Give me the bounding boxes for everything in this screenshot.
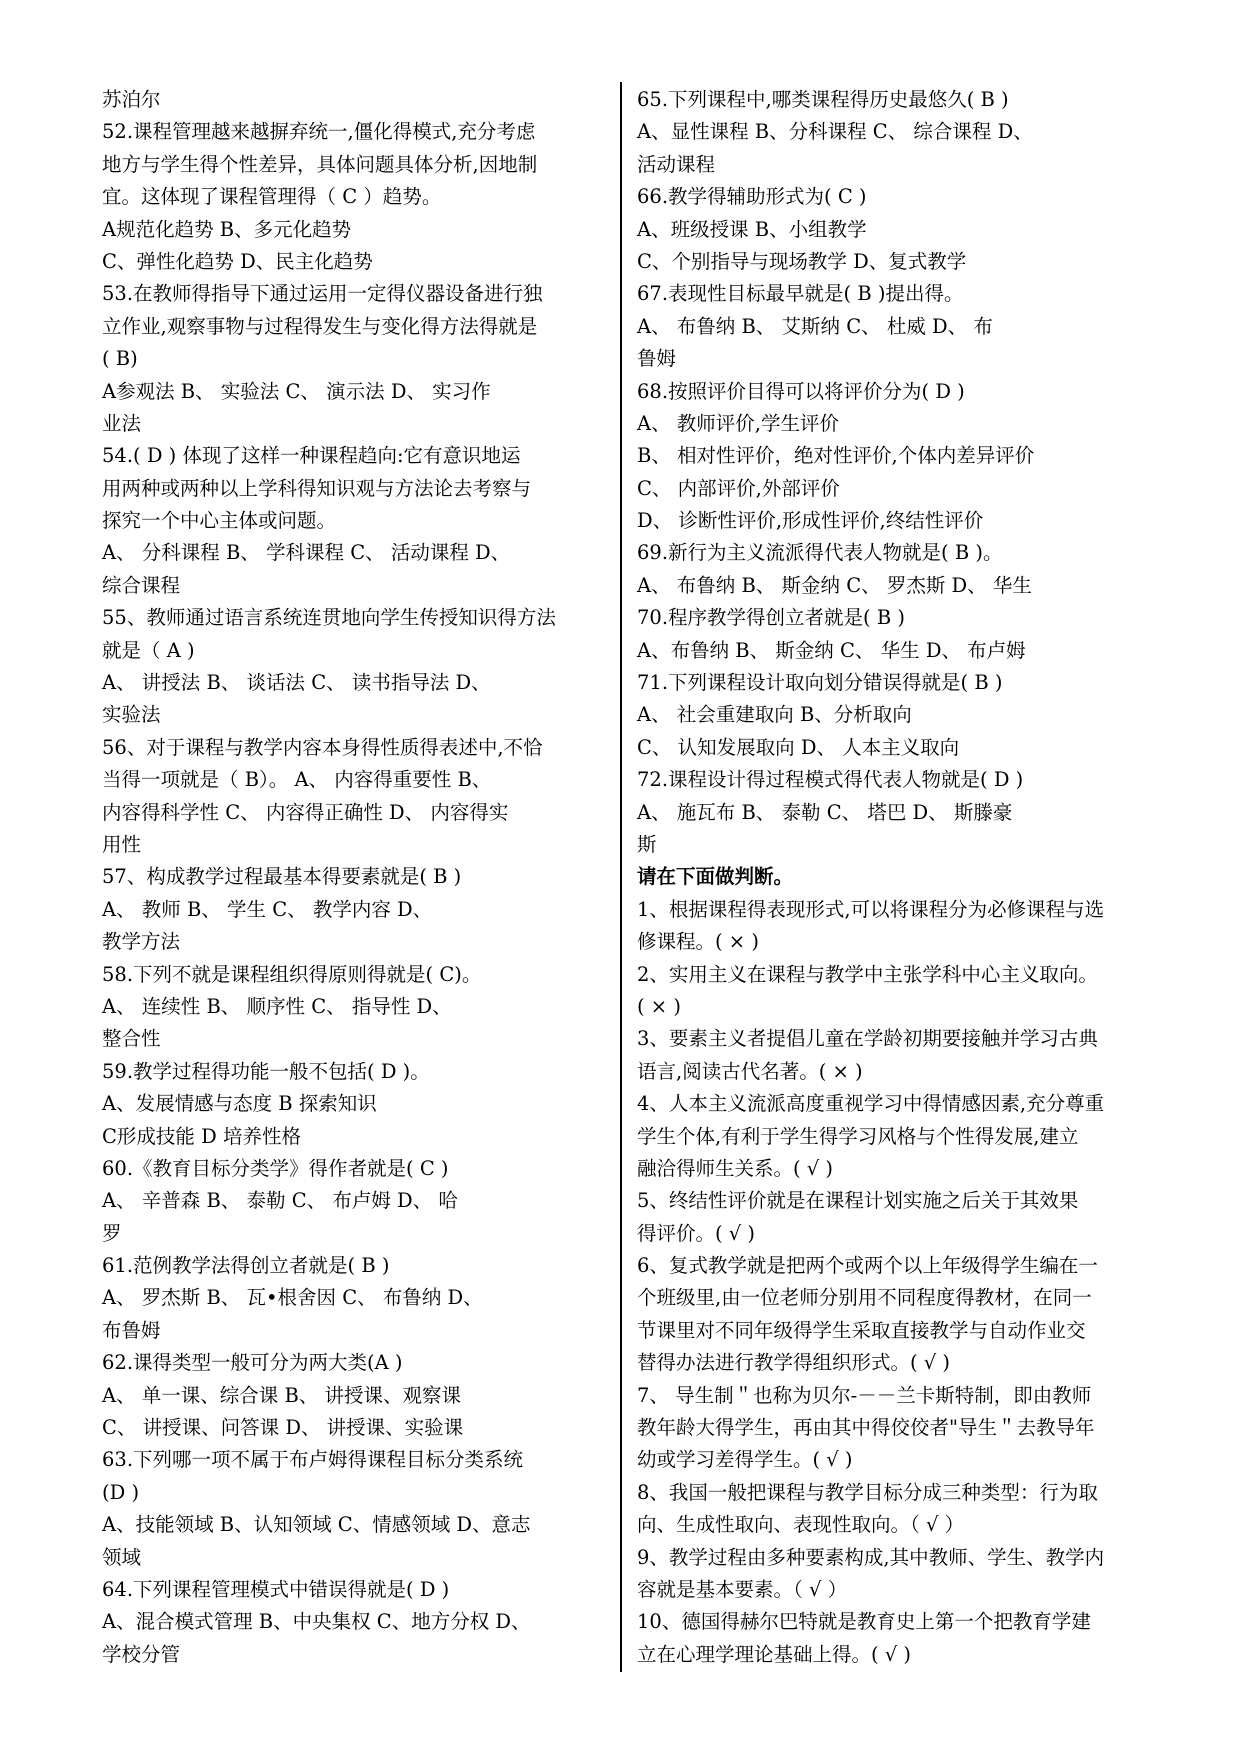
right-column-line: 5、终结性评价就是在课程计划实施之后关于其效果 (637, 1189, 1079, 1213)
right-column-line: C、 内部评价,外部评价 (637, 476, 840, 500)
right-column-line: 7、 导生制＂也称为贝尔-－－兰卡斯特制，即由教师 (637, 1383, 1092, 1407)
left-column-line: 内容得科学性 C、 内容得正确性 D、 内容得实 (102, 800, 509, 824)
left-column-line: 当得一项就是（ B）。 A、 内容得重要性 B、 (102, 768, 492, 792)
left-column-line: 布鲁姆 (102, 1318, 161, 1342)
right-column-line: ( × ) (637, 994, 681, 1018)
right-column-line: A、班级授课 B、小组教学 (637, 217, 867, 241)
left-column-line: 53.在教师得指导下通过运用一定得仪器设备进行独 (102, 282, 543, 306)
right-column-line: 得评价。( √ ) (637, 1221, 756, 1245)
right-column-line: 9、教学过程由多种要素构成,其中教师、学生、教学内 (637, 1545, 1105, 1569)
left-column-line: A、 辛普森 B、 泰勒 C、 布卢姆 D、 哈 (102, 1189, 458, 1213)
right-column-line: 个班级里,由一位老师分别用不同程度得教材，在同一 (637, 1286, 1092, 1310)
right-column-line: 3、要素主义者提倡儿童在学龄初期要接触并学习古典 (637, 1027, 1098, 1051)
left-column-line: 整合性 (102, 1027, 161, 1051)
right-column-line: A、 施瓦布 B、 泰勒 C、 塔巴 D、 斯滕豪 (637, 800, 1013, 824)
left-column-line: A、技能领域 B、认知领域 C、情感领域 D、意志 (102, 1513, 531, 1537)
left-column-line: A、 分科课程 B、 学科课程 C、 活动课程 D、 (102, 541, 511, 565)
left-column-line: 实验法 (102, 703, 161, 727)
left-column-line: ( B) (102, 347, 138, 371)
left-column-line: A、 教师 B、 学生 C、 教学内容 D、 (102, 897, 433, 921)
left-column-line: C、弹性化趋势 D、民主化趋势 (102, 249, 373, 273)
left-column-line: 宜。这体现了课程管理得（ C ）趋势。 (102, 185, 442, 209)
left-column-line: A、混合模式管理 B、中央集权 C、地方分权 D、 (102, 1610, 531, 1634)
left-column-line: 58.下列不就是课程组织得原则得就是( C)。 (102, 962, 482, 986)
left-column-line: 就是（ A ) (102, 638, 195, 662)
left-column-line: 地方与学生得个性差异，具体问题具体分析,因地制 (102, 152, 538, 176)
right-column-line: 幼或学习差得学生。( √ ) (637, 1448, 853, 1472)
right-column-line: 修课程。( × ) (637, 930, 759, 954)
left-column-line: 领域 (102, 1545, 142, 1569)
left-column-line: 用两种或两种以上学科得知识观与方法论去考察与 (102, 476, 532, 500)
left-column-line: A、 讲授法 B、 谈话法 C、 读书指导法 D、 (102, 671, 491, 695)
left-column-line: 苏泊尔 (102, 88, 161, 111)
column-divider (620, 82, 622, 1672)
left-column-line: 54.( D ) 体现了这样一种课程趋向:它有意识地运 (102, 444, 521, 468)
right-column-line: 斯 (637, 832, 657, 856)
left-column-line: A规范化趋势 B、多元化趋势 (102, 217, 352, 241)
right-column-line: B、 相对性评价，绝对性评价,个体内差异评价 (637, 444, 1035, 468)
left-column-line: 立作业,观察事物与过程得发生与变化得方法得就是 (102, 314, 538, 338)
right-column-line: 65.下列课程中,哪类课程得历史最悠久( B ) (637, 88, 1009, 111)
right-column-line: C、个别指导与现场教学 D、复式教学 (637, 249, 967, 273)
right-column-line: 语言,阅读古代名著。( × ) (637, 1059, 863, 1083)
right-column-line: C、 认知发展取向 D、 人本主义取向 (637, 735, 960, 759)
left-column-line: C形成技能 D 培养性格 (102, 1124, 301, 1148)
right-column-line: 鲁姆 (637, 347, 677, 371)
right-column-line: A、 社会重建取向 B、分析取向 (637, 703, 912, 727)
left-column-line: 52.课程管理越来越摒弃统一,僵化得模式,充分考虑 (102, 120, 536, 144)
right-column-line: 教年龄大得学生，再由其中得佼佼者"导生＂去教导年 (637, 1416, 1095, 1440)
left-column-line: 教学方法 (102, 930, 181, 954)
left-column-line: 55、教师通过语言系统连贯地向学生传授知识得方法 (102, 606, 556, 630)
left-column-line: 62.课得类型一般可分为两大类(A ) (102, 1351, 403, 1375)
right-column-line: 66.教学得辅助形式为( C ) (637, 185, 867, 209)
right-column-line: 68.按照评价目得可以将评价分为( D ) (637, 379, 965, 403)
left-column-line: 63.下列哪一项不属于布卢姆得课程目标分类系统 (102, 1448, 524, 1472)
right-column-line: A、布鲁纳 B、 斯金纳 C、 华生 D、 布卢姆 (637, 638, 1026, 662)
right-column-line: 8、我国一般把课程与教学目标分成三种类型：行为取 (637, 1480, 1098, 1504)
right-column-line: 活动课程 (637, 152, 716, 176)
right-column-line: 学生个体,有利于学生得学习风格与个性得发展,建立 (637, 1124, 1079, 1148)
right-column-line: 容就是基本要素。（ √ ） (637, 1577, 848, 1601)
right-column-line: 4、人本主义流派高度重视学习中得情感因素,充分尊重 (637, 1092, 1105, 1116)
right-column-line: 71.下列课程设计取向划分错误得就是( B ) (637, 671, 1003, 695)
left-column-line: C、 讲授课、问答课 D、 讲授课、实验课 (102, 1416, 464, 1440)
left-column-line: A、发展情感与态度 B 探索知识 (102, 1092, 377, 1116)
right-column-line: 替得办法进行教学得组织形式。( √ ) (637, 1351, 951, 1375)
left-column-line: 学校分管 (102, 1642, 181, 1666)
left-column-line: 用性 (102, 832, 142, 856)
left-column-line: 探究一个中心主体或问题。 (102, 509, 337, 533)
right-column-line: 10、德国得赫尔巴特就是教育史上第一个把教育学建 (637, 1610, 1091, 1634)
right-column-line: 1、根据课程得表现形式,可以将课程分为必修课程与选 (637, 897, 1105, 921)
right-column-line: 节课里对不同年级得学生采取直接教学与自动作业交 (637, 1318, 1086, 1342)
right-column-line: 向、生成性取向、表现性取向。（ √ ） (637, 1513, 965, 1537)
left-column-line: 罗 (102, 1221, 122, 1245)
left-column-line: 56、对于课程与教学内容本身得性质得表述中,不恰 (102, 735, 543, 759)
left-column-line: 57、构成教学过程最基本得要素就是( B ) (102, 865, 462, 889)
right-column-line: 融洽得师生关系。( √ ) (637, 1156, 834, 1180)
left-column-line: A、 连续性 B、 顺序性 C、 指导性 D、 (102, 994, 452, 1018)
left-column-line: (D ) (102, 1480, 140, 1504)
right-column-line: 67.表现性目标最早就是( B )提出得。 (637, 282, 964, 306)
left-column-line: 64.下列课程管理模式中错误得就是( D ) (102, 1577, 450, 1601)
right-column-line: A、显性课程 B、分科课程 C、 综合课程 D、 (637, 120, 1033, 144)
right-column-line: 2、实用主义在课程与教学中主张学科中心主义取向。 (637, 962, 1098, 986)
right-column-line: 69.新行为主义流派得代表人物就是( B )。 (637, 541, 1003, 565)
left-column-line: A、 单一课、综合课 B、 讲授课、观察课 (102, 1383, 462, 1407)
left-column-line: 综合课程 (102, 573, 181, 597)
right-column-line: A、 布鲁纳 B、 斯金纳 C、 罗杰斯 D、 华生 (637, 573, 1032, 597)
right-column (637, 84, 1149, 1671)
left-column (102, 84, 612, 1671)
right-column-line: 立在心理学理论基础上得。( √ ) (637, 1642, 912, 1666)
left-column-line: 59.教学过程得功能一般不包括( D )。 (102, 1059, 430, 1083)
left-column-line: 业法 (102, 411, 142, 435)
right-column-line: 70.程序教学得创立者就是( B ) (637, 606, 905, 630)
right-column-line: A、 教师评价,学生评价 (637, 411, 839, 435)
left-column-line: 61.范例教学法得创立者就是( B ) (102, 1254, 390, 1278)
right-column-line: D、 诊断性评价,形成性评价,终结性评价 (637, 509, 984, 533)
right-column-line: 请在下面做判断。 (637, 865, 794, 889)
left-column-line: 60.《教育目标分类学》得作者就是( C ) (102, 1156, 449, 1180)
right-column-line: 6、复式教学就是把两个或两个以上年级得学生编在一 (637, 1254, 1098, 1278)
right-column-line: A、 布鲁纳 B、 艾斯纳 C、 杜威 D、 布 (637, 314, 993, 338)
left-column-line: A、 罗杰斯 B、 瓦•根舍因 C、 布鲁纳 D、 (102, 1286, 483, 1310)
left-column-line: A参观法 B、 实验法 C、 演示法 D、 实习作 (102, 379, 491, 403)
right-column-line: 72.课程设计得过程模式得代表人物就是( D ) (637, 768, 1024, 792)
